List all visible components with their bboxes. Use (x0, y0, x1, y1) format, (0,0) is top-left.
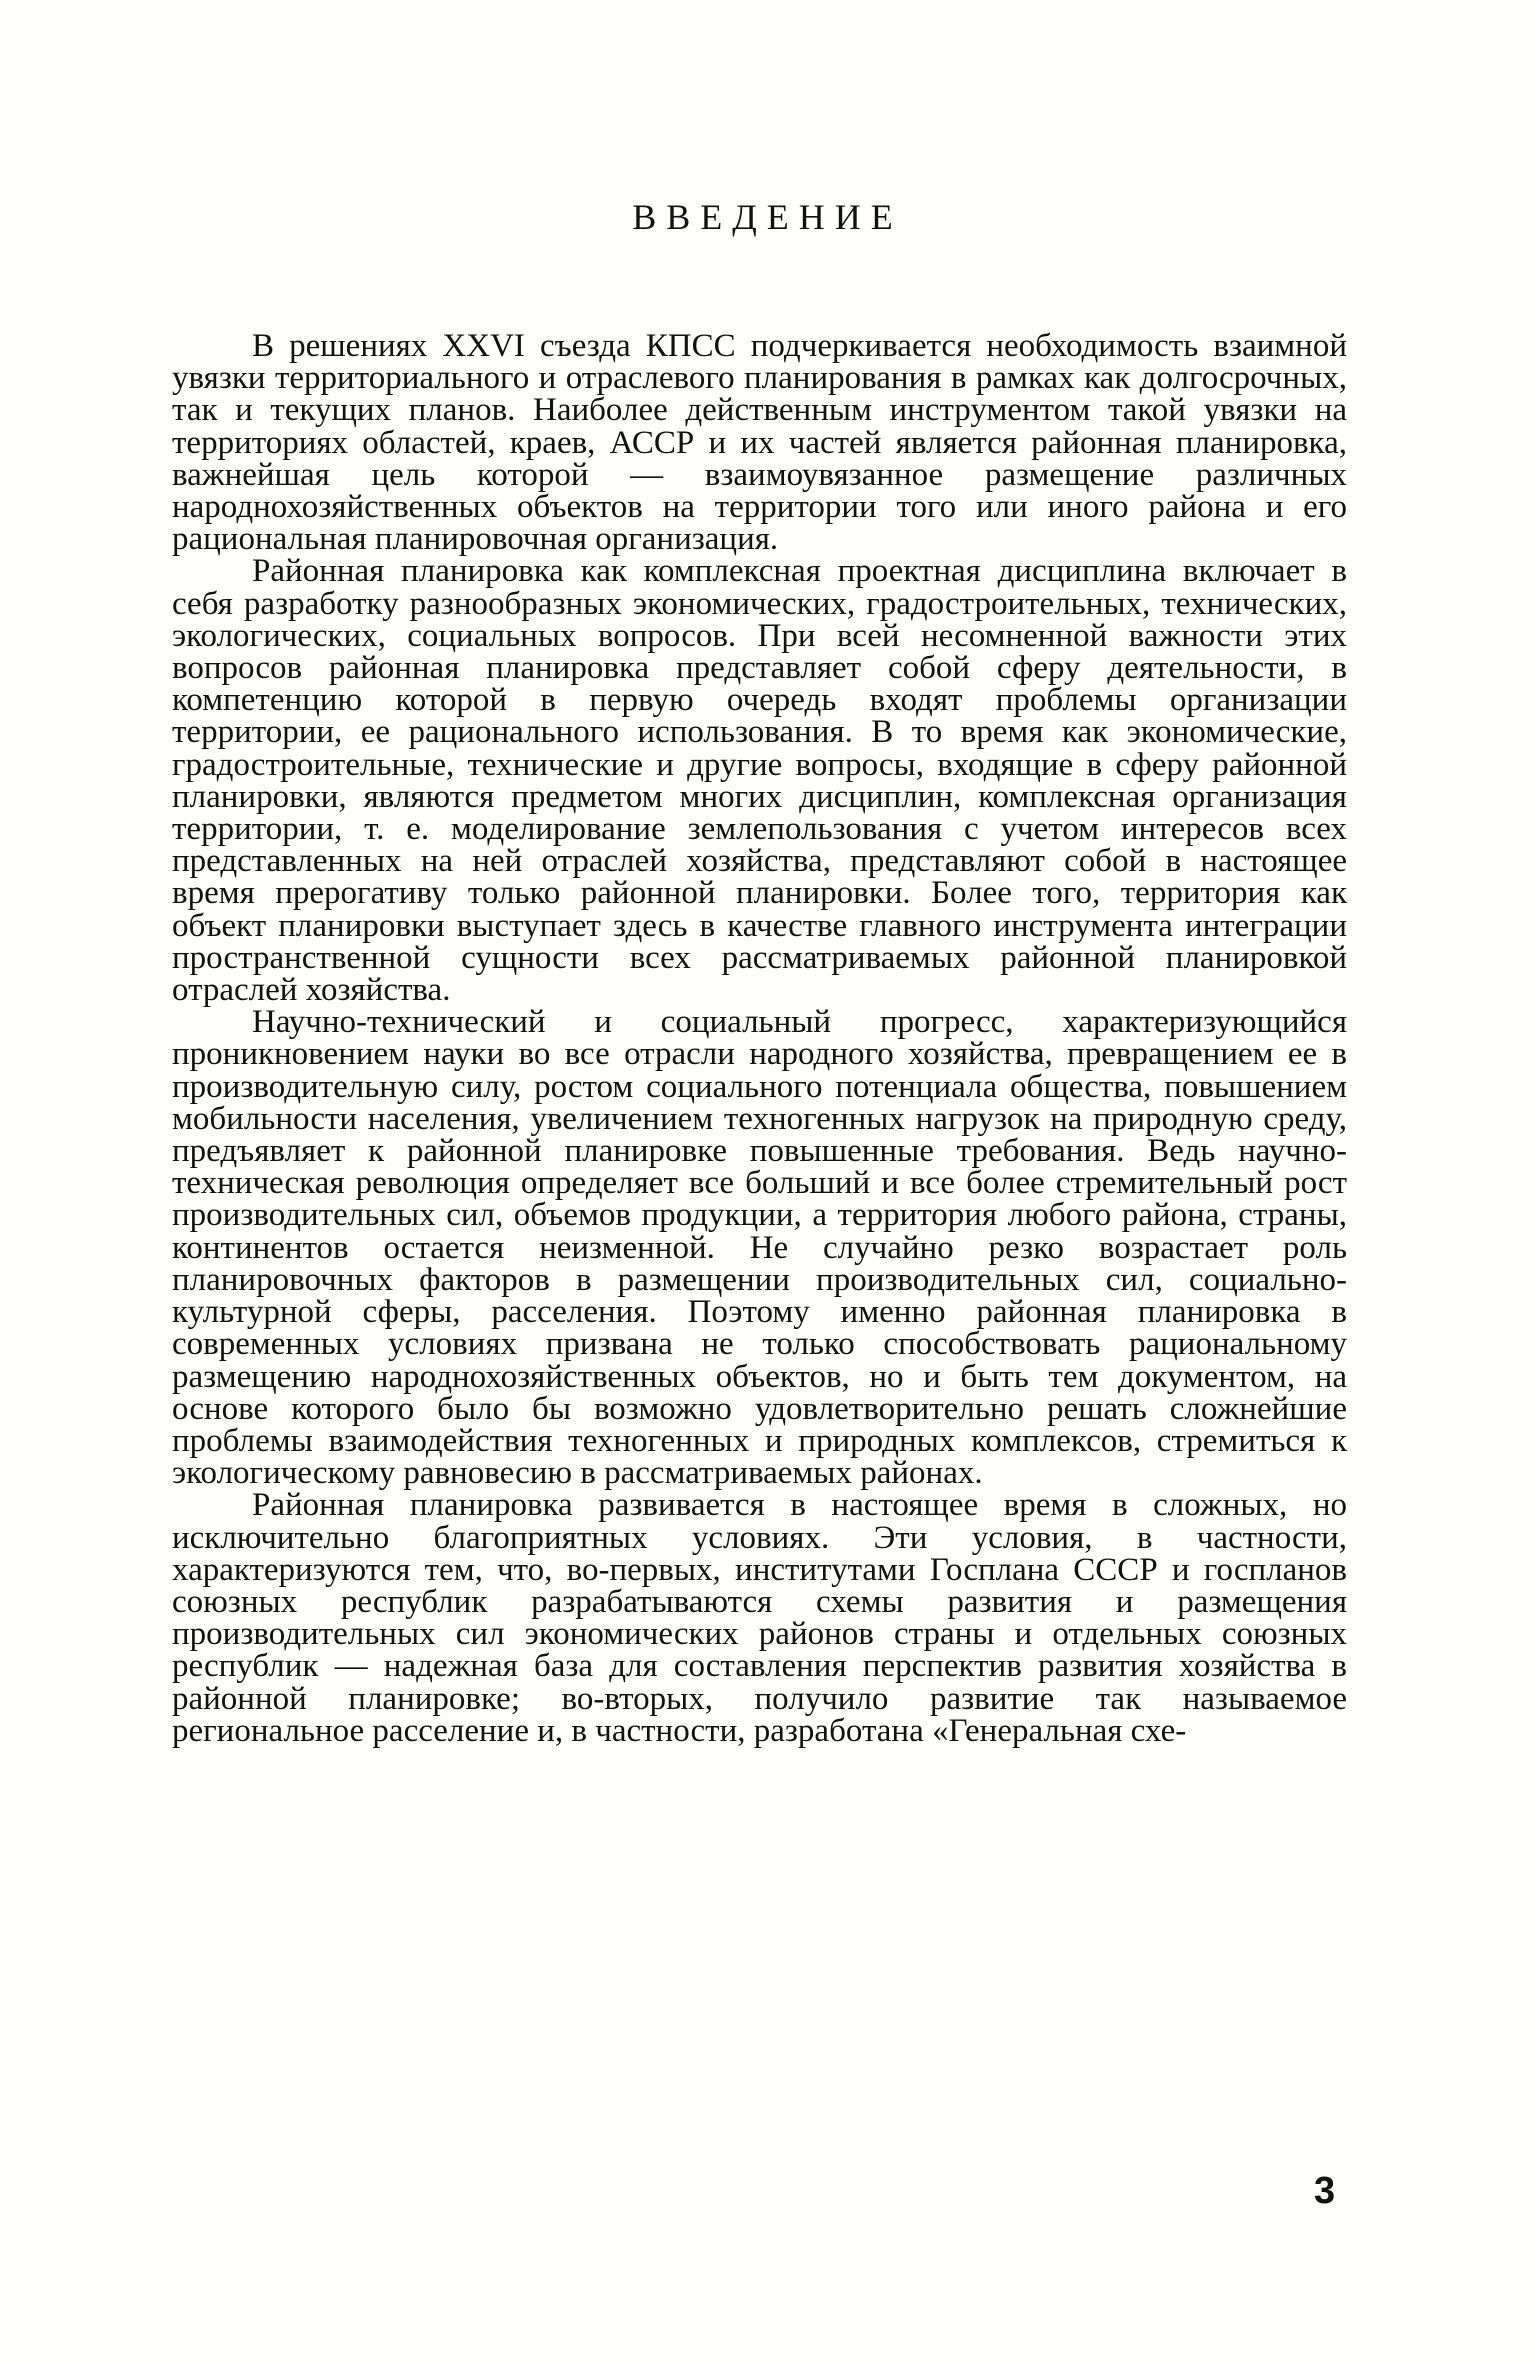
chapter-heading: ВВЕДЕНИЕ (632, 197, 903, 237)
body-text (172, 330, 1347, 1747)
page-number: 3 (1314, 2170, 1336, 2212)
paragraph: В решениях XXVI съезда КПСС подчеркивается необходимость взаимной увязки территориального и отраслевого планирования в рамках как долгосрочных, так и текущих планов. Наиболее действенным инструментом такой увязки на территориях областей, краев, АССР и их частей является районная планировка, важнейшая цель которой — взаимоувязанное размещение различных народнохозяйственных объектов на территории того или иного района и его рациональная планировочная организация. (172, 328, 1347, 558)
paragraph: Научно-технический и социальный прогресс, характеризующийся проникновением науки во все отрасли народного хозяйства, превращением ее в производительную силу, ростом социального потенциала общества, повышением мобильности населения, увеличением техногенных нагрузок на природную среду, предъявляет к районной планировке повышенные требования. Ведь научно-техническая революция определяет все больший и все более стремительный рост производительных сил, объемов продукции, а территория любого района, страны, континентов остается неизменной. Не случайно резко возрастает роль планировочных факторов в размещении производительных сил, социально-культурной сферы, расселения. Поэтому именно районная планировка в современных условиях призвана не только способствовать рациональному размещению народнохозяйственных объектов, но и быть тем документом, на основе которого было бы возможно удовлетворительно решать сложнейшие проблемы взаимодействия техногенных и природных комплексов, стремиться к экологическому равновесию в рассматриваемых районах. (172, 1004, 1347, 1492)
paragraph: Районная планировка как комплексная проектная дисциплина включает в себя разработку разнообразных экономических, градостроительных, технических, экологических, социальных вопросов. При всей несомненной важности этих вопросов районная планировка представляет собой сферу деятельности, в компетенцию которой в первую очередь входят проблемы организации территории, ее рационального использования. В то время как экономические, градостроительные, технические и другие вопросы, входящие в сферу районной планировки, являются предметом многих дисциплин, комплексная организация территории, т. е. моделирование землепользования с учетом интересов всех представленных на ней отраслей хозяйства, представляют собой в настоящее время прерогативу только районной планировки. Более того, территория как объект планировки выступает здесь в качестве главного инструмента интеграции пространственной сущности всех рассматриваемых районной планировкой отраслей хозяйства. (172, 553, 1347, 1009)
paragraph: Районная планировка развивается в настоящее время в сложных, но исключительно благоприятных условиях. Эти условия, в частности, характеризуются тем, что, во-первых, институтами Госплана СССР и госпланов союзных республик разрабатываются схемы развития и размещения производительных сил экономических районов страны и отдельных союзных республик — надежная база для составления перспектив развития хозяйства в районной планировке; во-вторых, получило развитие так называемое региональное расселение и, в частности, разработана «Генеральная схе- (172, 1487, 1347, 1749)
